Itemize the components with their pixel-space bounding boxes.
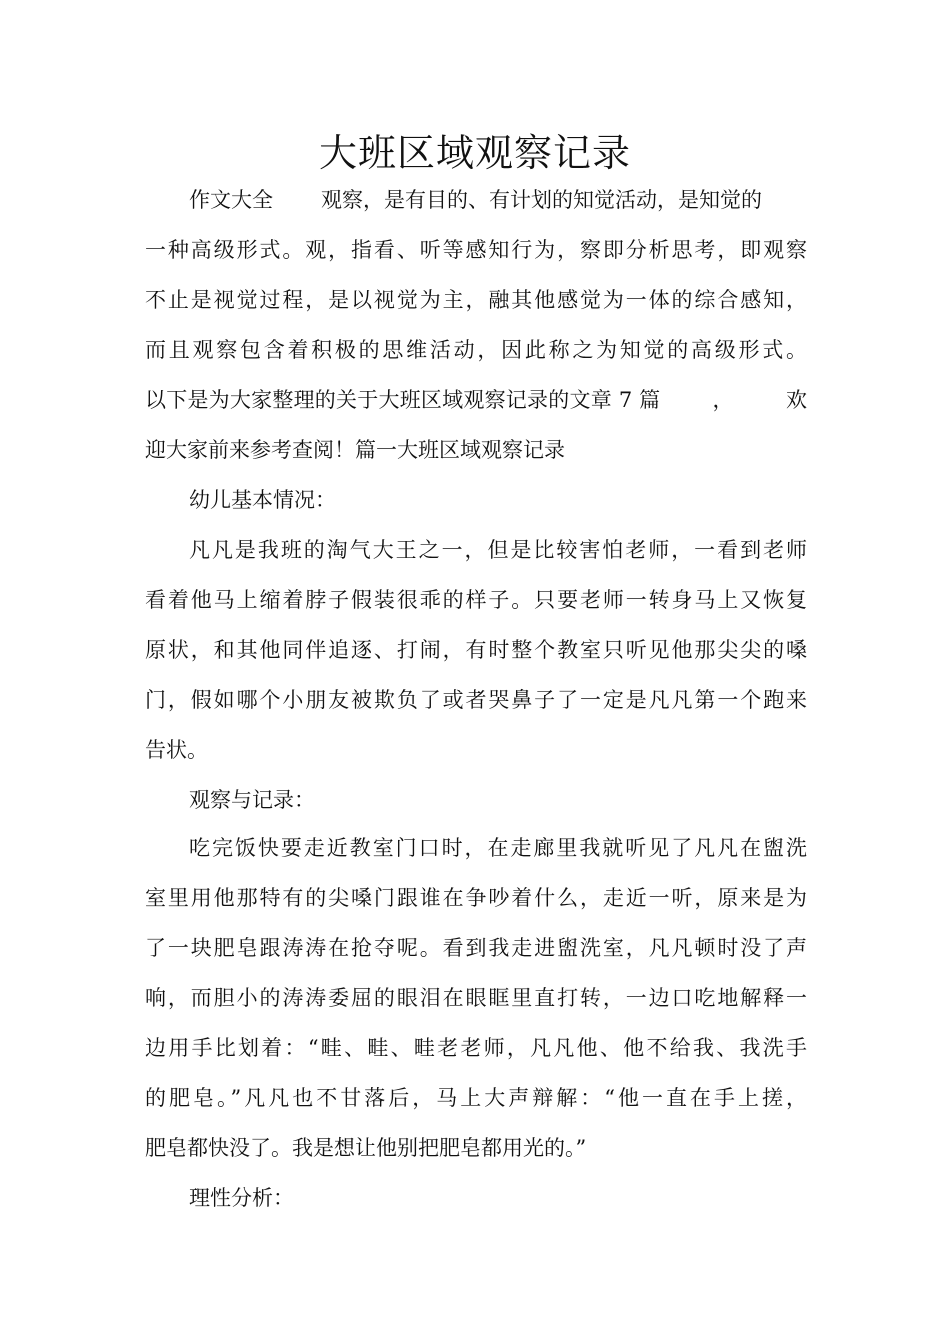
section2-line-4: 响，而胆小的涛涛委屈的眼泪在眼眶里直打转，一边口吃地解释一 — [145, 986, 807, 1010]
intro-line-4: 而且观察包含着积极的思维活动，因此称之为知觉的高级形式。 — [145, 338, 807, 362]
intro-line-5-a: 以下是为大家整理的关于大班区域观察记录的文章 7 篇 — [145, 388, 661, 412]
section2-line-3: 了一块肥皂跟涛涛在抢夺呢。看到我走进盥洗室，凡凡顿时没了声 — [145, 936, 807, 960]
section1-line-2: 看着他马上缩着脖子假装很乖的样子。只要老师一转身马上又恢复 — [145, 588, 807, 612]
intro-line-1-rest: 观察，是有目的、有计划的知觉活动，是知觉的 — [321, 188, 762, 212]
section2-line-5: 边用手比划着：“畦、畦、畦老老师，凡凡他、他不给我、我洗手 — [145, 1036, 807, 1060]
section-heading-analysis: 理性分析： — [189, 1186, 294, 1210]
intro-line-6: 迎大家前来参考查阅！篇一大班区域观察记录 — [145, 438, 565, 462]
section2-line-6: 的肥皂。”凡凡也不甘落后，马上大声辩解：“他一直在手上搓， — [145, 1086, 807, 1110]
section-heading-observation: 观察与记录： — [189, 788, 315, 812]
section1-line-1: 凡凡是我班的淘气大王之一，但是比较害怕老师，一看到老师 — [189, 538, 807, 562]
section2-line-1: 吃完饭快要走近教室门口时，在走廊里我就听见了凡凡在盥洗 — [189, 836, 807, 860]
intro-line-5-c: 欢 — [785, 388, 808, 412]
intro-line-5 — [145, 385, 807, 415]
intro-line-3: 不止是视觉过程，是以视觉为主，融其他感觉为一体的综合感知， — [145, 288, 807, 312]
section-heading-basic-info: 幼儿基本情况： — [189, 488, 336, 512]
section2-line-7: 肥皂都快没了。我是想让他别把肥皂都用光的。” — [145, 1136, 587, 1160]
section2-line-2: 室里用他那特有的尖嗓门跟谁在争吵着什么，走近一听，原来是为 — [145, 886, 807, 910]
intro-line-5-b: ， — [712, 388, 734, 412]
section1-line-3: 原状，和其他同伴追逐、打闹，有时整个教室只听见他那尖尖的嗓 — [145, 638, 807, 662]
page-title: 大班区域观察记录 — [318, 131, 631, 175]
intro-line-2: 一种高级形式。观，指看、听等感知行为，察即分析思考，即观察 — [145, 238, 807, 262]
section1-line-4: 门，假如哪个小朋友被欺负了或者哭鼻子了一定是凡凡第一个跑来 — [145, 688, 807, 712]
intro-lead: 作文大全 — [189, 188, 273, 212]
intro-line-1 — [145, 185, 807, 215]
section1-line-5: 告状。 — [145, 738, 208, 762]
